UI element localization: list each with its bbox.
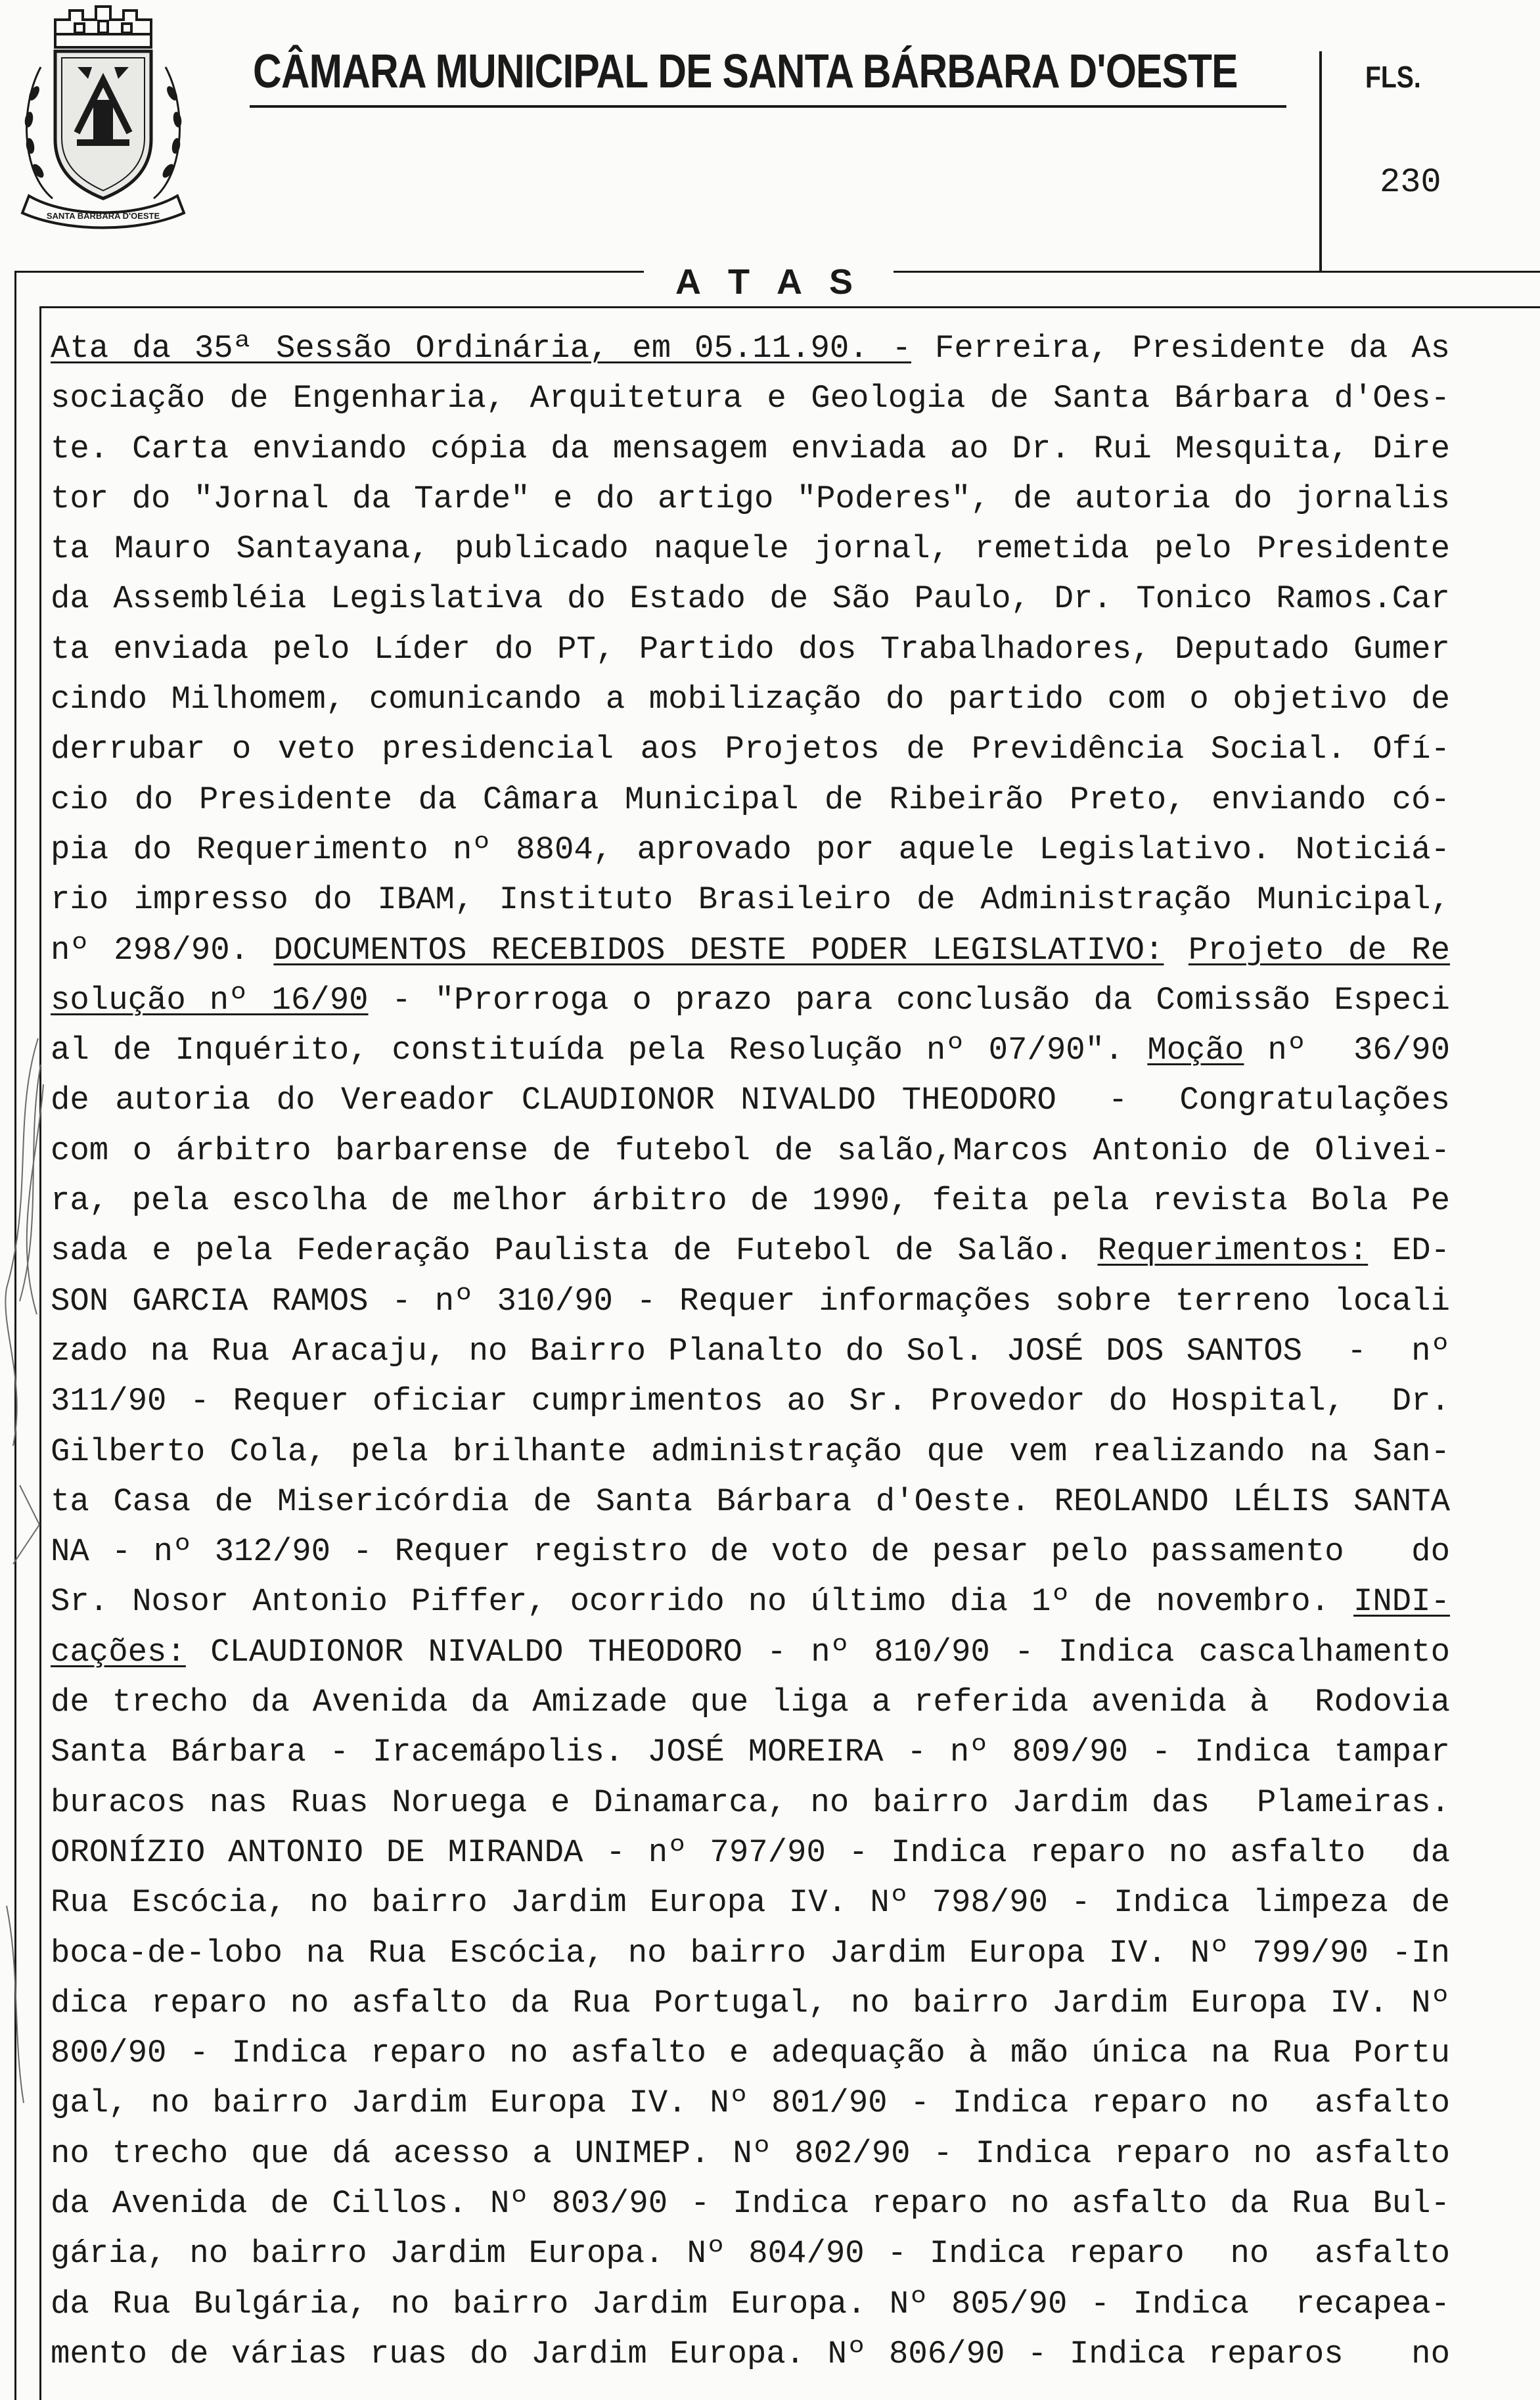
text-run: [1164, 932, 1188, 969]
text-line: [51, 1025, 1450, 1075]
underlined-phrase: Ata da 35ª Sessão Ordinária, em 05.11.90. -: [51, 330, 912, 367]
text-run: al de Inquérito, constituída pela Resolução nº 07/90".: [51, 1032, 1148, 1069]
underlined-phrase: Moção: [1147, 1032, 1244, 1069]
text-line: [51, 2279, 1450, 2329]
text-run: CLAUDIONOR NIVALDO THEODORO - nº 810/90 - Indica cascalhamento: [185, 1633, 1450, 1671]
text-line: [51, 1126, 1450, 1176]
text-line: [51, 2078, 1450, 2128]
underlined-phrase: cações:: [51, 1633, 186, 1671]
text-line: [51, 474, 1450, 524]
seal-banner-text: SANTA BÁRBARA D'OESTE: [46, 211, 160, 221]
text-run: - "Prorroga o prazo para conclusão da Comissão Especi: [368, 981, 1451, 1019]
margin-pen-marks: [0, 986, 46, 2169]
text-run: de trecho da Avenida da Amizade que liga a referida avenida à Rodovia: [51, 1684, 1450, 1721]
text-run: nº 298/90.: [51, 931, 274, 969]
text-line: [51, 2179, 1450, 2228]
text-run: no trecho que dá acesso a UNIMEP. Nº 802/90 - Indica reparo no asfalto: [51, 2135, 1450, 2172]
text-run: ta enviada pelo Líder do PT, Partido dos Trabalhadores, Deputado Gumer: [51, 630, 1450, 668]
text-run: gal, no bairro Jardim Europa IV. Nº 801/90 - Indica reparo no asfalto: [51, 2085, 1450, 2122]
text-run: Rua Escócia, no bairro Jardim Europa IV. Nº 798/90 - Indica limpeza de: [51, 1884, 1450, 1922]
text-run: tor do "Jornal da Tarde" e do artigo "Poderes", de autoria do jornalis: [51, 480, 1450, 517]
text-line: [51, 624, 1450, 674]
header-rule: [250, 105, 1286, 108]
text-line: [51, 2129, 1450, 2179]
text-run: sociação de Engenharia, Arquitetura e Geologia de Santa Bárbara d'Oes-: [51, 380, 1450, 417]
text-run: ORONÍZIO ANTONIO DE MIRANDA - nº 797/90 - Indica reparo no asfalto da: [51, 1834, 1450, 1871]
text-line: [51, 1828, 1450, 1878]
text-run: nº 36/90: [1244, 1032, 1450, 1069]
text-line: [51, 1978, 1450, 2028]
text-line: [51, 724, 1450, 774]
minutes-body: [51, 323, 1450, 2379]
text-run: ta Mauro Santayana, publicado naquele jornal, remetida pelo Presidente: [51, 530, 1450, 568]
text-line: [51, 1176, 1450, 1226]
text-line: [51, 1878, 1450, 1927]
text-run: pia do Requerimento nº 8804, aprovado por aquele Legislativo. Noticiá-: [51, 831, 1450, 868]
text-run: da Avenida de Cillos. Nº 803/90 - Indica reparo no asfalto da Rua Bul-: [51, 2184, 1450, 2222]
text-line: [51, 373, 1450, 423]
text-line: [51, 1928, 1450, 1978]
text-run: zado na Rua Aracaju, no Bairro Planalto do Sol. JOSÉ DOS SANTOS - nº: [51, 1332, 1450, 1370]
underlined-phrase: Projeto de Re: [1188, 931, 1451, 969]
underlined-phrase: INDI-: [1353, 1583, 1450, 1621]
text-line: [51, 1727, 1450, 1777]
text-line: [51, 925, 1450, 975]
text-line: [51, 323, 1450, 373]
text-line: [51, 1677, 1450, 1727]
text-line: [51, 1075, 1450, 1125]
text-run: ta Casa de Misericórdia de Santa Bárbara d'Oeste. REOLANDO LÉLIS SANTA: [51, 1483, 1450, 1520]
underlined-phrase: Requerimentos:: [1097, 1232, 1369, 1270]
text-line: [51, 875, 1450, 925]
folio-label: FLS.: [1365, 60, 1421, 94]
text-line: [51, 524, 1450, 574]
text-line: [51, 674, 1450, 724]
text-run: de autoria do Vereador CLAUDIONOR NIVALDO THEODORO - Congratulações: [51, 1082, 1450, 1119]
text-run: buracos nas Ruas Noruega e Dinamarca, no bairro Jardim das Plameiras.: [51, 1784, 1450, 1821]
text-line: [51, 775, 1450, 825]
text-line: [51, 574, 1450, 624]
text-run: SON GARCIA RAMOS - nº 310/90 - Requer informações sobre terreno locali: [51, 1282, 1450, 1320]
text-run: Gilberto Cola, pela brilhante administração que vem realizando na San-: [51, 1433, 1450, 1470]
municipal-coat-of-arms: [14, 1, 192, 231]
text-line: [51, 2028, 1450, 2078]
section-title: A T A S: [644, 262, 894, 302]
text-run: rio impresso do IBAM, Instituto Brasileiro de Administração Municipal,: [51, 881, 1450, 919]
text-line: [51, 1427, 1450, 1477]
text-run: da Rua Bulgária, no bairro Jardim Europa. Nº 805/90 - Indica recapea-: [51, 2285, 1450, 2322]
text-run: ra, pela escolha de melhor árbitro de 1990, feita pela revista Bola Pe: [51, 1182, 1450, 1220]
text-line: [51, 825, 1450, 875]
text-line: [51, 2329, 1450, 2379]
text-line: [51, 975, 1450, 1025]
text-line: [51, 1477, 1450, 1527]
text-run: NA - nº 312/90 - Requer registro de voto de pesar pelo passamento do: [51, 1533, 1450, 1571]
text-run: sada e pela Federação Paulista de Futebol de Salão.: [51, 1232, 1098, 1270]
text-line: [51, 1627, 1450, 1677]
folio-divider: [1319, 51, 1322, 271]
text-run: com o árbitro barbarense de futebol de salão,Marcos Antonio de Olivei-: [51, 1132, 1450, 1169]
text-line: [51, 1577, 1450, 1627]
text-line: [51, 1376, 1450, 1426]
council-name-heading: CÂMARA MUNICIPAL DE SANTA BÁRBARA D'OESTE: [253, 45, 1238, 98]
text-line: [51, 2228, 1450, 2278]
text-run: te. Carta enviando cópia da mensagem enviada ao Dr. Rui Mesquita, Dire: [51, 430, 1450, 467]
text-line: [51, 1276, 1450, 1326]
text-run: Ferreira, Presidente da As: [911, 330, 1451, 367]
text-run: cio do Presidente da Câmara Municipal de Ribeirão Preto, enviando có-: [51, 781, 1450, 818]
text-run: gária, no bairro Jardim Europa. Nº 804/90 - Indica reparo no asfalto: [51, 2235, 1450, 2273]
text-run: cindo Milhomem, comunicando a mobilização do partido com o objetivo de: [51, 681, 1450, 718]
text-run: Sr. Nosor Antonio Piffer, ocorrido no último dia 1º de novembro.: [51, 1583, 1353, 1621]
text-run: dica reparo no asfalto da Rua Portugal, no bairro Jardim Europa IV. Nº: [51, 1984, 1450, 2021]
text-line: [51, 1226, 1450, 1276]
text-run: mento de várias ruas do Jardim Europa. Nº 806/90 - Indica reparos no: [51, 2335, 1450, 2372]
text-line: [51, 1326, 1450, 1376]
underlined-phrase: DOCUMENTOS RECEBIDOS DESTE PODER LEGISLATIVO:: [273, 931, 1164, 969]
text-run: 800/90 - Indica reparo no asfalto e adequação à mão única na Rua Portu: [51, 2035, 1450, 2072]
text-run: derrubar o veto presidencial aos Projetos de Previdência Social. Ofí-: [51, 731, 1450, 768]
text-run: boca-de-lobo na Rua Escócia, no bairro Jardim Europa IV. Nº 799/90 -In: [51, 1934, 1450, 1972]
text-run: ED-: [1368, 1232, 1450, 1270]
underlined-phrase: solução nº 16/90: [51, 981, 369, 1019]
page-number: 230: [1380, 163, 1441, 202]
text-line: [51, 1527, 1450, 1577]
text-run: Santa Bárbara - Iracemápolis. JOSÉ MOREIRA - nº 809/90 - Indica tampar: [51, 1734, 1450, 1771]
text-line: [51, 424, 1450, 474]
text-run: 311/90 - Requer oficiar cumprimentos ao Sr. Provedor do Hospital, Dr.: [51, 1383, 1450, 1420]
frame-border-inner: [39, 306, 1540, 308]
text-run: da Assembléia Legislativa do Estado de São Paulo, Dr. Tonico Ramos.Car: [51, 580, 1450, 618]
text-line: [51, 1778, 1450, 1828]
